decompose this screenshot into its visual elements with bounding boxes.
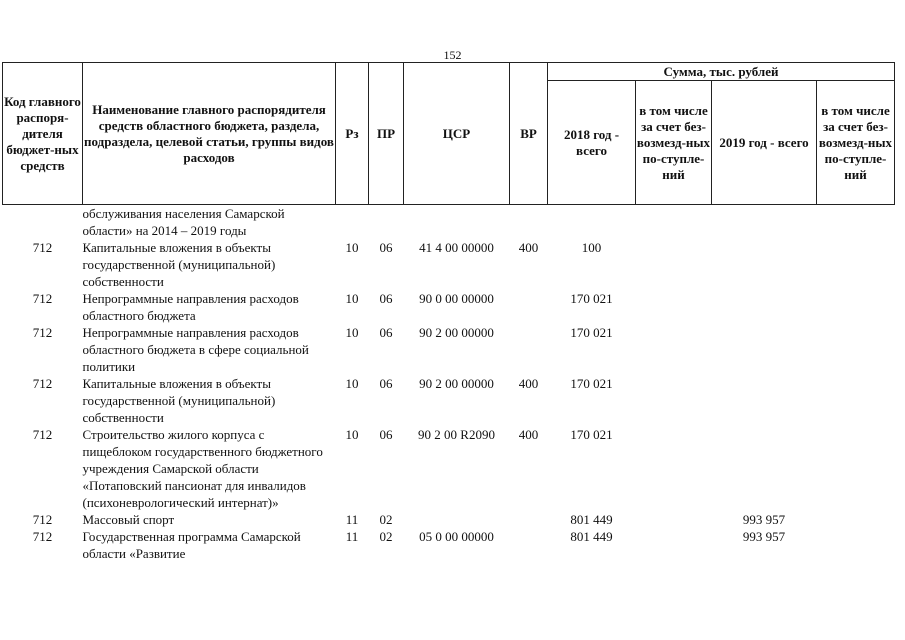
- cell-y2018: 100: [581, 240, 602, 255]
- header-csr: ЦСР: [404, 63, 510, 205]
- cell-name: Капитальные вложения в объекты государственной (муниципальной) собственности: [82, 240, 276, 289]
- cell-y2018: [548, 205, 636, 240]
- cell-vr: [510, 324, 548, 375]
- table-row: [3, 324, 895, 375]
- cell-y2018-grants: [636, 324, 712, 375]
- cell-y2019: [712, 239, 817, 290]
- cell-code: 712: [32, 427, 53, 442]
- cell-pr: 02: [379, 529, 393, 544]
- cell-y2018: 170 021: [570, 427, 613, 442]
- table-row: [3, 375, 895, 426]
- cell-pr: 06: [379, 291, 393, 306]
- cell-code: 712: [32, 376, 53, 391]
- cell-y2019-grants: [817, 239, 895, 290]
- cell-y2019: 993 957: [742, 512, 786, 527]
- header-2018-total: 2018 год - всего: [548, 81, 636, 205]
- header-pr: ПР: [369, 63, 404, 205]
- cell-csr: 90 2 00 00000: [419, 376, 494, 391]
- cell-pr: 06: [379, 240, 393, 255]
- cell-y2019: [712, 290, 817, 324]
- header-name: Наименование главного распорядителя средств областного бюджета, раздела, подраздела, целевой статьи, группы видов расходов: [83, 63, 336, 205]
- cell-name: обслуживания населения Самарской области» на 2014 – 2019 годы: [82, 206, 285, 238]
- cell-y2019-grants: [817, 324, 895, 375]
- cell-vr: [510, 528, 548, 562]
- cell-name: Строительство жилого корпуса с пищеблоком государственного бюджетного учреждения Самарской области «Потаповский пансионат для инвалидов (психоневрологический интернат)»: [82, 427, 323, 510]
- table-row: [3, 426, 895, 511]
- cell-y2018: 801 449: [570, 529, 613, 544]
- cell-y2019-grants: [817, 426, 895, 511]
- cell-code: 712: [32, 529, 53, 544]
- cell-vr: [510, 290, 548, 324]
- cell-y2018-grants: [636, 511, 712, 528]
- cell-vr: 400: [518, 427, 539, 442]
- cell-y2019-grants: [817, 528, 895, 562]
- cell-y2019-grants: [817, 511, 895, 528]
- header-2019-grants: в том числе за счет без-возмезд-ных по-ступле-ний: [817, 81, 895, 205]
- cell-y2018-grants: [636, 205, 712, 240]
- cell-y2019: [712, 205, 817, 240]
- table-row: [3, 239, 895, 290]
- cell-name: Непрограммные направления расходов областного бюджета: [82, 291, 299, 323]
- cell-pr: 06: [379, 376, 393, 391]
- cell-code: 712: [32, 325, 53, 340]
- header-2019-total: 2019 год - всего: [712, 81, 817, 205]
- cell-rz: 10: [345, 427, 359, 442]
- cell-y2018-grants: [636, 528, 712, 562]
- cell-code: 712: [32, 291, 53, 306]
- cell-y2018-grants: [636, 426, 712, 511]
- cell-name: Массовый спорт: [82, 512, 175, 527]
- cell-y2019: [712, 426, 817, 511]
- cell-name: Государственная программа Самарской области «Развитие: [82, 529, 301, 561]
- cell-y2018-grants: [636, 239, 712, 290]
- table-row: [3, 205, 895, 240]
- cell-csr: 90 2 00 00000: [419, 325, 494, 340]
- cell-y2018: 170 021: [570, 325, 613, 340]
- cell-csr: 90 2 00 R2090: [418, 427, 495, 442]
- cell-rz: 11: [345, 512, 359, 527]
- header-rz: Рз: [336, 63, 369, 205]
- cell-rz: 10: [345, 291, 359, 306]
- cell-rz: 10: [345, 240, 359, 255]
- cell-csr: [404, 511, 510, 528]
- cell-rz: [336, 205, 369, 240]
- cell-y2018: 170 021: [570, 376, 613, 391]
- cell-code: 712: [32, 240, 53, 255]
- cell-vr: [510, 205, 548, 240]
- cell-y2019-grants: [817, 290, 895, 324]
- table-row: [3, 290, 895, 324]
- cell-y2019-grants: [817, 205, 895, 240]
- cell-rz: 10: [345, 376, 359, 391]
- cell-csr: 41 4 00 00000: [419, 240, 494, 255]
- cell-y2019: [712, 324, 817, 375]
- cell-pr: 06: [379, 427, 393, 442]
- cell-y2018-grants: [636, 375, 712, 426]
- cell-y2019: 993 957: [742, 529, 786, 544]
- budget-table: [2, 62, 895, 562]
- cell-y2019-grants: [817, 375, 895, 426]
- cell-code: 712: [32, 512, 53, 527]
- cell-y2019: [712, 375, 817, 426]
- table-row: [3, 528, 895, 562]
- cell-csr: 05 0 00 00000: [419, 529, 494, 544]
- cell-pr: 06: [379, 325, 393, 340]
- header-sum: Сумма, тыс. рублей: [548, 63, 895, 81]
- cell-y2018-grants: [636, 290, 712, 324]
- cell-y2018: 170 021: [570, 291, 613, 306]
- cell-rz: 11: [345, 529, 359, 544]
- cell-vr: [510, 511, 548, 528]
- table-body: [3, 205, 895, 563]
- cell-y2018: 801 449: [570, 512, 613, 527]
- cell-code: [3, 205, 83, 240]
- cell-rz: 10: [345, 325, 359, 340]
- cell-csr: [404, 205, 510, 240]
- cell-vr: 400: [518, 376, 539, 391]
- cell-name: Капитальные вложения в объекты государственной (муниципальной) собственности: [82, 376, 276, 425]
- page-number: 152: [443, 48, 462, 62]
- table-row: [3, 511, 895, 528]
- header-code: Код главного распоря-дителя бюджет-ных средств: [3, 63, 83, 205]
- cell-csr: 90 0 00 00000: [419, 291, 494, 306]
- table-header: [3, 63, 895, 205]
- cell-pr: [369, 205, 404, 240]
- cell-vr: 400: [518, 240, 539, 255]
- header-vr: ВР: [510, 63, 548, 205]
- header-2018-grants: в том числе за счет без-возмезд-ных по-ступле-ний: [636, 81, 712, 205]
- cell-name: Непрограммные направления расходов областного бюджета в сфере социальной политики: [82, 325, 309, 374]
- cell-pr: 02: [379, 512, 393, 527]
